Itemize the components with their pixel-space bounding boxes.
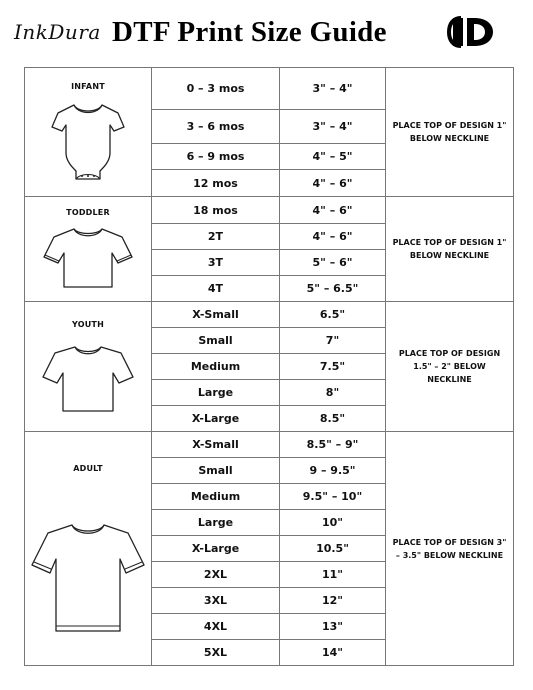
infant-cell <box>25 68 152 197</box>
size-cell: 2XL <box>152 562 280 588</box>
onesie-icon <box>48 99 128 185</box>
size-cell: 6 – 9 mos <box>152 144 280 170</box>
category-label-adult: ADULT <box>73 463 103 473</box>
size-cell: Large <box>152 510 280 536</box>
size-guide-table <box>24 67 514 666</box>
size-cell: 4T <box>152 276 280 302</box>
size-cell: 5XL <box>152 640 280 666</box>
size-cell: 2T <box>152 224 280 250</box>
page-header <box>0 0 533 66</box>
dimension-cell: 13" <box>280 614 386 640</box>
page-title: DTF Print Size Guide <box>112 16 387 48</box>
dimension-cell: 9.5" – 10" <box>280 484 386 510</box>
dimension-cell: 8" <box>280 380 386 406</box>
size-cell: Medium <box>152 484 280 510</box>
size-cell: Medium <box>152 354 280 380</box>
dimension-cell: 7.5" <box>280 354 386 380</box>
dimension-cell: 6.5" <box>280 302 386 328</box>
category-label-infant: INFANT <box>71 82 105 91</box>
dimension-cell: 7" <box>280 328 386 354</box>
category-label-toddler: TODDLER <box>66 208 110 217</box>
size-cell: 3 – 6 mos <box>152 110 280 144</box>
toddler-shirt-icon <box>40 223 136 293</box>
size-cell: 3XL <box>152 588 280 614</box>
dimension-cell: 11" <box>280 562 386 588</box>
adult-shirt-icon <box>28 519 148 637</box>
youth-cell <box>25 302 152 432</box>
toddler-cell <box>25 197 152 302</box>
size-cell: Small <box>152 328 280 354</box>
dimension-cell: 3" – 4" <box>280 110 386 144</box>
table-row <box>25 302 514 328</box>
dimension-cell: 4" – 6" <box>280 197 386 224</box>
youth-shirt-icon <box>39 341 137 417</box>
brand-logo-icon <box>447 12 495 52</box>
dimension-cell: 5" – 6" <box>280 250 386 276</box>
size-cell: 3T <box>152 250 280 276</box>
dimension-cell: 4" – 5" <box>280 144 386 170</box>
dimension-cell: 10.5" <box>280 536 386 562</box>
dimension-cell: 3" – 4" <box>280 68 386 110</box>
dimension-cell: 14" <box>280 640 386 666</box>
dimension-cell: 4" – 6" <box>280 224 386 250</box>
size-cell: 12 mos <box>152 170 280 197</box>
table-row <box>25 432 514 458</box>
dimension-cell: 12" <box>280 588 386 614</box>
table-row <box>25 68 514 110</box>
placement-note-youth: PLACE TOP OF DESIGN 1.5" – 2" BELOW NECKLINE <box>386 302 514 432</box>
size-cell: X-Small <box>152 302 280 328</box>
size-cell: X-Large <box>152 406 280 432</box>
size-cell: 0 – 3 mos <box>152 68 280 110</box>
dimension-cell: 4" – 6" <box>280 170 386 197</box>
placement-note-toddler: PLACE TOP OF DESIGN 1" BELOW NECKLINE <box>386 197 514 302</box>
size-cell: Small <box>152 458 280 484</box>
dimension-cell: 5" – 6.5" <box>280 276 386 302</box>
dimension-cell: 10" <box>280 510 386 536</box>
adult-cell <box>25 432 152 666</box>
size-cell: X-Small <box>152 432 280 458</box>
dimension-cell: 9 – 9.5" <box>280 458 386 484</box>
table-row <box>25 197 514 224</box>
size-cell: Large <box>152 380 280 406</box>
size-cell: 4XL <box>152 614 280 640</box>
placement-note-infant: PLACE TOP OF DESIGN 1" BELOW NECKLINE <box>386 68 514 197</box>
dimension-cell: 8.5" – 9" <box>280 432 386 458</box>
brand-name: InkDura <box>14 20 101 44</box>
size-cell: X-Large <box>152 536 280 562</box>
dimension-cell: 8.5" <box>280 406 386 432</box>
category-label-youth: YOUTH <box>72 319 104 329</box>
size-cell: 18 mos <box>152 197 280 224</box>
placement-note-adult: PLACE TOP OF DESIGN 3" – 3.5" BELOW NECKLINE <box>386 432 514 666</box>
